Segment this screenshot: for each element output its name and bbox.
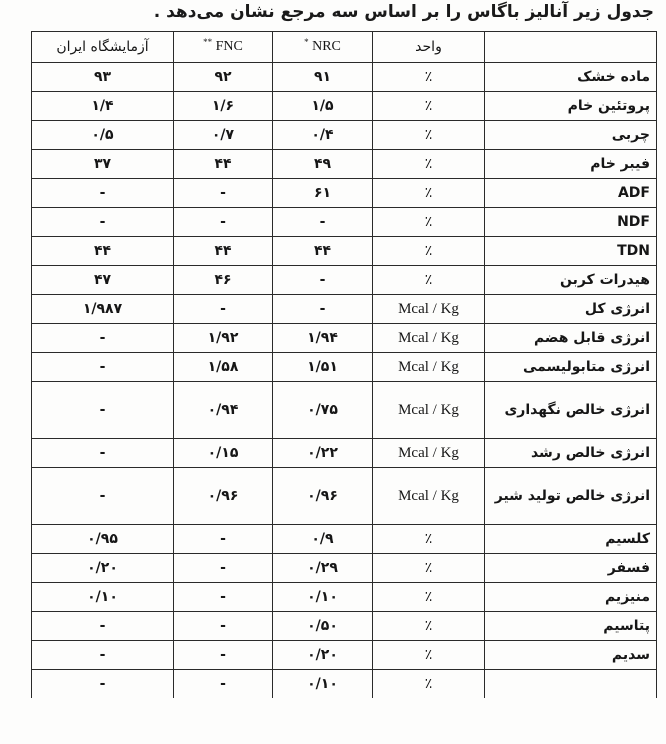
row-iran-value: - [32,612,174,641]
row-label: کلسیم [485,525,657,554]
row-fnc-value: - [174,554,273,583]
row-unit: ٪ [373,179,485,208]
table-row [32,468,657,525]
row-nrc-value: - [273,266,373,295]
row-label: پروتئین خام [485,92,657,121]
row-unit: ٪ [373,583,485,612]
row-iran-value: ۰/۲۰ [32,554,174,583]
table-row [32,266,657,295]
table-row [32,150,657,179]
table-row [32,208,657,237]
table-row [32,612,657,641]
header-nrc [273,32,373,63]
header-iran: آزمایشگاه ایران [32,32,174,63]
row-unit: Mcal / Kg [373,353,485,382]
row-nrc-value: ۴۴ [273,237,373,266]
row-nrc-value: - [273,208,373,237]
row-iran-value: - [32,382,174,439]
table-row [32,554,657,583]
row-unit: ٪ [373,63,485,92]
row-iran-value: ۰/۵ [32,121,174,150]
row-nrc-value: ۱/۵ [273,92,373,121]
row-iran-value: ۳۷ [32,150,174,179]
row-fnc-value: - [174,208,273,237]
row-label: فیبر خام [485,150,657,179]
row-unit: ٪ [373,208,485,237]
table-row [32,439,657,468]
row-nrc-value: ۰/۲۹ [273,554,373,583]
table-row [32,641,657,670]
row-fnc-value: ۱/۶ [174,92,273,121]
row-unit: ٪ [373,150,485,179]
table-row [32,92,657,121]
row-iran-value: ۹۳ [32,63,174,92]
row-label: انرژی کل [485,295,657,324]
row-nrc-value: ۰/۵۰ [273,612,373,641]
header-fnc-text: FNC [215,39,243,54]
row-unit: ٪ [373,612,485,641]
row-nrc-value: ۰/۲۰ [273,641,373,670]
row-fnc-value: ۰/۹۶ [174,468,273,525]
row-fnc-value: - [174,583,273,612]
row-unit: Mcal / Kg [373,439,485,468]
row-nrc-value: ۰/۱۰ [273,670,373,699]
row-fnc-value: - [174,612,273,641]
row-unit: Mcal / Kg [373,468,485,525]
row-label: سدیم [485,641,657,670]
row-unit: ٪ [373,266,485,295]
row-fnc-value: - [174,525,273,554]
row-label: NDF [485,208,657,237]
row-fnc-value: ۹۲ [174,63,273,92]
row-unit: Mcal / Kg [373,295,485,324]
row-unit: ٪ [373,237,485,266]
row-label [485,670,657,699]
row-label: انرژی قابل هضم [485,324,657,353]
table-row [32,63,657,92]
table-row [32,179,657,208]
row-unit: Mcal / Kg [373,382,485,439]
row-nrc-value: - [273,295,373,324]
row-iran-value: - [32,641,174,670]
row-fnc-value: ۴۴ [174,150,273,179]
table-row [32,121,657,150]
row-iran-value: ۱/۹۸۷ [32,295,174,324]
row-label: ADF [485,179,657,208]
caption: جدول زیر آنالیز باگاس را بر اساس سه مرجع نشان می‌دهد . [153,2,654,22]
row-label: پتاسیم [485,612,657,641]
row-fnc-value: - [174,670,273,699]
row-unit: Mcal / Kg [373,324,485,353]
row-nrc-value: ۰/۲۲ [273,439,373,468]
table-row [32,353,657,382]
table-row [32,324,657,353]
header-unit: واحد [373,32,485,63]
row-nrc-value: ۹۱ [273,63,373,92]
row-fnc-value: - [174,179,273,208]
row-nrc-value: ۰/۱۰ [273,583,373,612]
row-iran-value: - [32,468,174,525]
row-unit: ٪ [373,525,485,554]
row-nrc-value: ۱/۹۴ [273,324,373,353]
row-nrc-value: ۶۱ [273,179,373,208]
row-label: انرژی متابولیسمی [485,353,657,382]
row-iran-value: ۰/۱۰ [32,583,174,612]
row-fnc-value: ۴۴ [174,237,273,266]
row-label: هیدرات کربن [485,266,657,295]
row-unit: ٪ [373,670,485,699]
row-fnc-value: ۴۶ [174,266,273,295]
row-iran-value: ۴۷ [32,266,174,295]
header-nrc-footnote: * [304,37,309,47]
row-iran-value: - [32,324,174,353]
row-iran-value: - [32,353,174,382]
row-fnc-value: ۱/۹۲ [174,324,273,353]
header-row [32,32,657,63]
row-nrc-value: ۰/۹۶ [273,468,373,525]
table-row [32,670,657,699]
header-fnc [174,32,273,63]
row-nrc-value: ۰/۷۵ [273,382,373,439]
row-nrc-value: ۴۹ [273,150,373,179]
row-fnc-value: ۰/۱۵ [174,439,273,468]
row-label: انرژی خالص نگهداری [485,382,657,439]
table-row [32,382,657,439]
header-label [485,32,657,63]
row-label: چربی [485,121,657,150]
header-fnc-footnote: ** [203,37,213,47]
bagasse-analysis-table [31,31,657,698]
table-row [32,237,657,266]
row-fnc-value: - [174,641,273,670]
row-iran-value: - [32,439,174,468]
row-iran-value: ۱/۴ [32,92,174,121]
table-row [32,583,657,612]
row-iran-value: ۴۴ [32,237,174,266]
row-iran-value: ۰/۹۵ [32,525,174,554]
row-unit: ٪ [373,92,485,121]
row-iran-value: - [32,670,174,699]
row-fnc-value: - [174,295,273,324]
row-iran-value: - [32,179,174,208]
row-label: منیزیم [485,583,657,612]
row-label: TDN [485,237,657,266]
row-iran-value: - [32,208,174,237]
row-label: انرژی خالص تولید شیر [485,468,657,525]
row-nrc-value: ۰/۴ [273,121,373,150]
row-label: ماده خشک [485,63,657,92]
table-row [32,295,657,324]
row-fnc-value: ۰/۹۴ [174,382,273,439]
row-unit: ٪ [373,554,485,583]
row-label: انرژی خالص رشد [485,439,657,468]
row-unit: ٪ [373,121,485,150]
row-fnc-value: ۱/۵۸ [174,353,273,382]
header-nrc-text: NRC [312,39,341,54]
table-row [32,525,657,554]
row-fnc-value: ۰/۷ [174,121,273,150]
row-nrc-value: ۰/۹ [273,525,373,554]
row-label: فسفر [485,554,657,583]
row-unit: ٪ [373,641,485,670]
row-nrc-value: ۱/۵۱ [273,353,373,382]
